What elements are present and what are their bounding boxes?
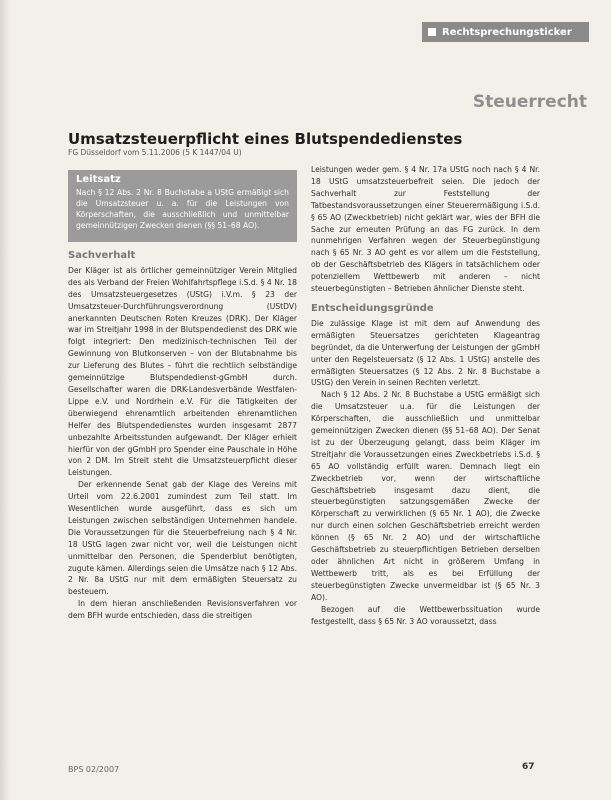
leitsatz-heading: Leitsatz <box>76 174 121 185</box>
scan-shadow <box>0 0 10 800</box>
right-column <box>311 164 540 764</box>
sachverhalt-paragraph: Der erkennende Senat gab der Klage des Vereins mit Urteil vom 22.6.2001 zumindest zum Teil statt. Im Wesentlichen wurde ausgeführt, dass es sich um Leistungen zwischen selbständigen Unternehmen handele. Die Voraussetzungen für die Steuerbefreiung nach § 4 Nr. 18 UStG lagen zwar nicht vor, weil die Leistungen nicht unmittelbar den Personen, die Spenderblut benötigten, zugute kämen. Allerdings seien die Umsätze nach § 12 Abs. 2 Nr. 8a UStG nur mit dem ermäßigten Steuersatz zu besteuern. <box>68 480 297 597</box>
entscheidung-heading: Entscheidungsgründe <box>311 302 434 314</box>
left-column <box>68 246 297 786</box>
ticker-label: Rechtsprechungsticker <box>442 26 572 38</box>
section-ticker <box>422 22 589 42</box>
entscheidung-paragraph: Die zulässige Klage ist mit dem auf Anwendung des ermäßigten Steuersatzes gerichteten Klageantrag begründet, da die Unterwerfung der Leistungen der gGmbH unter den Regelsteuersatz (§ 12 Abs. 1 UStG) anstelle des ermäßigten Steuersatzes (§ 12 Abs. 2 Nr. 8 Buchstabe a UStG) den Verein in seinen Rechten verletzt. <box>311 318 540 388</box>
leitsatz-text: Nach § 12 Abs. 2 Nr. 8 Buchstabe a UStG ermäßigt sich die Umsatzsteuer u. a. für die Leistungen von Körperschaften, die ausschließlich und unmittelbar gemeinnützigen Zwecken dienen (§§ 51–68 AO). <box>76 188 289 230</box>
continued-paragraph: Leistungen weder gem. § 4 Nr. 17a UStG noch nach § 4 Nr. 18 UStG umsatzsteuerbefreit seien. Die jedoch der Sachverhalt zur Feststellung der Tatbestandsvoraussetzungen einer Steuerermäßigung i.S.d. § 65 AO (Zweckbetrieb) nicht geklärt war, wies der BFH die Sache zur erneuten Prüfung an das FG zurück. In dem nunmehrigen Verfahren wegen der Steuerbegünstigung nach § 65 Nr. 3 AO geht es vor allem um die Feststellung, ob der Geschäftsbetrieb des Klägers in tatsächlichem oder potenziellem Wettbewerb mit anderen – nicht steuerbegünstigten – Betrieben ähnlicher Dienste steht. <box>311 165 540 294</box>
section-title: Steuerrecht <box>472 92 587 112</box>
entscheidung-paragraph: Bezogen auf die Wettbewerbssituation wurde festgestellt, dass § 65 Nr. 3 AO voraussetzt, dass <box>311 604 540 626</box>
article-citation: FG Düsseldorf vom 5.11.2006 (5 K 1447/04 U) <box>68 148 242 157</box>
page-number: 67 <box>522 762 535 772</box>
sachverhalt-heading: Sachverhalt <box>68 250 136 261</box>
journal-footer: BPS 02/2007 <box>68 765 120 774</box>
sachverhalt-paragraph: In dem hieran anschließenden Revisionsverfahren vor dem BFH wurde entschieden, dass die streitigen <box>68 599 297 621</box>
leitsatz-box <box>68 170 297 242</box>
entscheidung-paragraph: Nach § 12 Abs. 2 Nr. 8 Buchstabe a UStG ermäßigt sich die Umsatzsteuer u.a. für die Leistungen der Körperschaften, die ausschließlich und unmittelbar gemeinnützigen Zwecken dienen (§§ 51–68 AO). Der Senat ist zu der Überzeugung gelangt, dass beim Kläger im Streitjahr die Voraussetzungen eines Zweckbetriebs i.S.d. § 65 AO vollständig erfüllt waren. Demnach liegt ein Zweckbetrieb vor, wenn der wirtschaftliche Geschäftsbetrieb insgesamt dazu dient, die steuerbegünstigten satzungsgemäßen Zwecke der Körperschaft zu verwirklichen (§ 65 Nr. 1 AO), die Zwecke nur durch einen solchen Geschäftsbetrieb erreicht werden können (§ 65 Nr. 2 AO) und der wirtschaftliche Geschäftsbetrieb zu steuerpflichtigen Betrieben derselben oder ähnlichen Art nicht in größerem Umfang in Wettbewerb tritt, als es bei Erfüllung der steuerbegünstigten Zwecke unvermeidbar ist (§ 65 Nr. 3 AO). <box>311 390 540 602</box>
square-bullet-icon <box>428 28 436 36</box>
sachverhalt-paragraph: Der Kläger ist als örtlicher gemeinnütziger Verein Mitglied des als Verband der Freien Wohlfahrtspflege i.S.d. § 4 Nr. 18 des Umsatzsteuergesetzes (UStG) i.V.m. § 23 der Umsatzsteuer-Durchführungsverordnung (UStDV) anerkannten Deutschen Roten Kreuzes (DRK). Der Kläger war im Streitjahr 1998 in der Blutspendedienst des DRK wie folgt integriert: Den medizinisch-technischen Teil der Gewinnung von Blutkonserven – von der Blutabnahme bis zur Lieferung des Blutes – führt die rechtlich selbständige gemeinnützige Blutspendedienst-gGmbH durch. Gesellschafter waren die DRK-Landesverbände Westfalen-Lippe e.V. und Nordrhein e.V. Für die Tätigkeiten der überwiegend ehrenamtlich arbeitenden ehrenamtlichen Helfer des Blutspendedienstes wurden insgesamt 2877 unbezahlte Arbeitsstunden aufgewandt. Der Kläger erhielt hierfür von der gGmbH pro Spender eine Pauschale in Höhe von 2 DM. Im Streit steht die Umsatzsteuerpflicht dieser Leistungen. <box>68 265 297 478</box>
article-title: Umsatzsteuerpflicht eines Blutspendedienstes <box>68 130 463 148</box>
